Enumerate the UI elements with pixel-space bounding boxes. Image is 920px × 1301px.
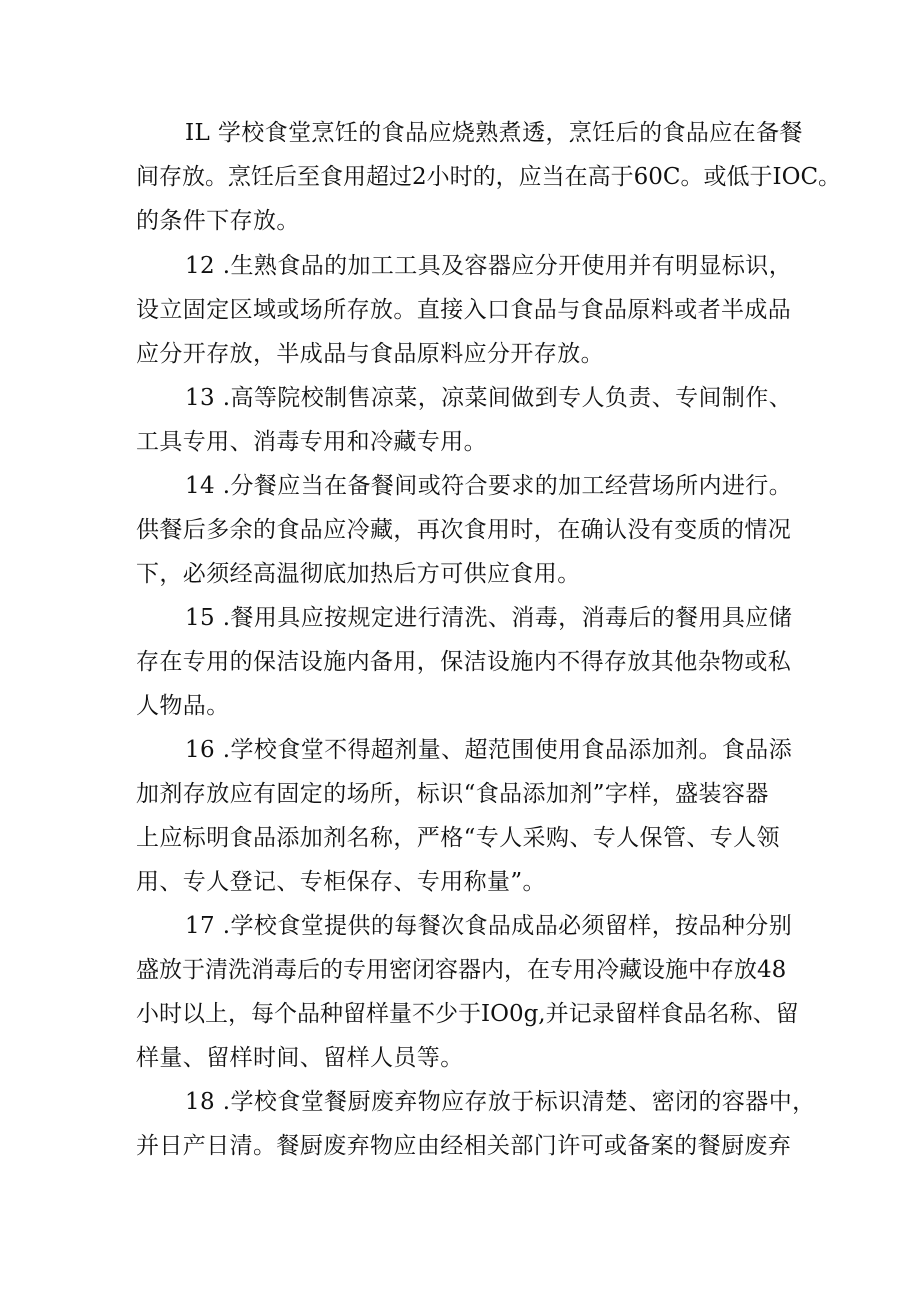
text-line: 人物品。 — [136, 693, 230, 719]
text-line: 14 .分餐应当在备餐间或符合要求的加工经营场所内进行。 — [185, 473, 793, 499]
text-line: 存在专用的保洁设施内备用，保洁设施内不得存放其他杂物或私 — [136, 649, 792, 675]
text-line: 并日产日清。餐厨废弃物应由经相关部门许可或备案的餐厨废弃 — [136, 1133, 792, 1159]
text-line: 16 .学校食堂不得超剂量、超范围使用食品添加剂。食品添 — [185, 737, 793, 763]
text-line: 设立固定区域或场所存放。直接入口食品与食品原料或者半成品 — [136, 297, 792, 323]
text-line: 17 .学校食堂提供的每餐次食品成品必须留样，按品种分别 — [185, 913, 793, 939]
text-line: 盛放于清洗消毒后的专用密闭容器内，在专用冷藏设施中存放48 — [136, 957, 787, 983]
text-line: 工具专用、消毒专用和冷藏专用。 — [136, 429, 487, 455]
text-line: 间存放。烹饪后至食用超过2小时的，应当在高于60C。或低于IOC。 — [136, 164, 842, 190]
text-line: 用、专人登记、专柜保存、专用称量”。 — [136, 869, 546, 895]
text-line: 样量、留样时间、留样人员等。 — [136, 1045, 464, 1071]
text-line: 供餐后多余的食品应冷藏，再次食用时，在确认没有变质的情况 — [136, 517, 792, 543]
text-line: 13 .高等院校制售凉菜，凉菜间做到专人负责、专间制作、 — [185, 385, 793, 411]
text-line: 12 .生熟食品的加工工具及容器应分开使用并有明显标识， — [185, 253, 793, 279]
text-line: 18 .学校食堂餐厨废弃物应存放于标识清楚、密闭的容器中， — [185, 1089, 816, 1115]
text-line: 上应标明食品添加剂名称，严格“专人采购、专人保管、专人领 — [136, 825, 780, 851]
text-line: 下，必须经高温彻底加热后方可供应食用。 — [136, 561, 581, 587]
text-line: 的条件下存放。 — [136, 208, 300, 234]
text-line: 应分开存放，半成品与食品原料应分开存放。 — [136, 341, 604, 367]
text-line: 15 .餐用具应按规定进行清洗、消毒，消毒后的餐用具应储 — [185, 605, 793, 631]
text-line: 小时以上，每个品种留样量不少于IO0g,并记录留样食品名称、留 — [136, 1001, 799, 1027]
text-line: 加剂存放应有固定的场所，标识“食品添加剂”字样，盛装容器 — [136, 781, 769, 807]
text-line: IL 学校食堂烹饪的食品应烧熟煮透，烹饪后的食品应在备餐 — [185, 120, 803, 146]
